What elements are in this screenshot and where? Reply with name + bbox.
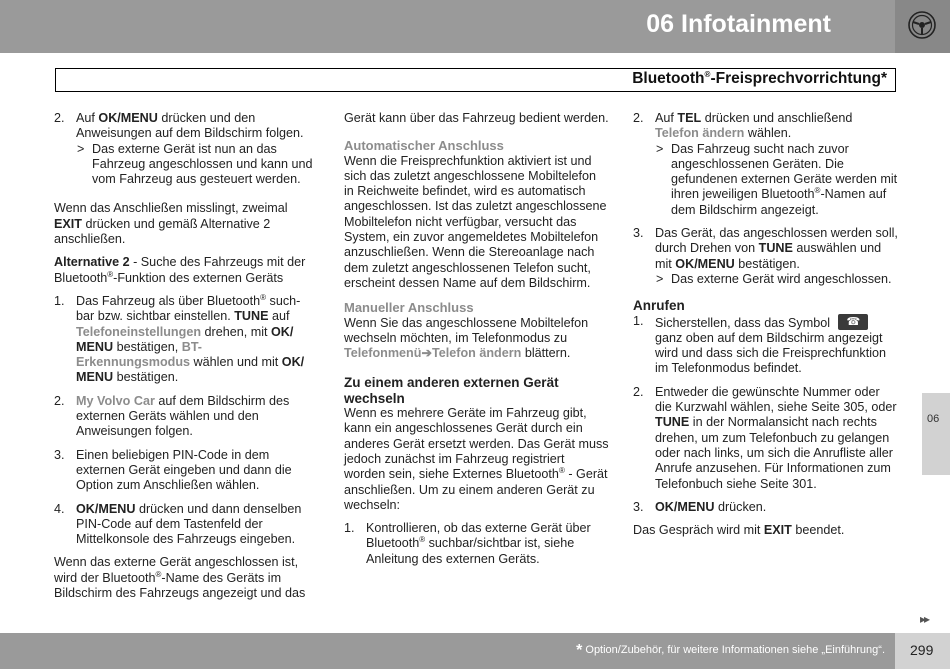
list-item: 1. Das Fahrzeug als über Bluetooth® such- bar bzw. sichtbar einstellen. TUNE auf Telefoneinstellungen drehen, mit OK/ MENU bestätigen, BT-Erkennungsmodus wählen und mit OK/ MENU bestätigen. (54, 292, 305, 385)
subheading: Automatischer Anschluss (344, 138, 504, 154)
list-item: 2. Auf OK/MENU drücken und den Anweisungen auf dem Bildschirm folgen. (54, 111, 304, 141)
page-number: 299 (910, 642, 934, 658)
chapter-header (0, 0, 895, 53)
chapter-icon-box (895, 0, 950, 53)
list-item: 2. Entweder die gewünschte Nummer oder die Kurzwahl wählen, siehe Seite 305, oder TUNE in der Normalansicht nach rechts drehen, um zum Telefonbuch zu gelangen oder nach links, um sich die Anrufliste aller Anrufe anzusehen. Für Informationen zum Telefonbuch siehe Seite 301. (633, 384, 897, 491)
list-item: 2. Auf TEL drücken und anschließend Telefon ändern wählen. (633, 111, 853, 141)
section-header (55, 68, 896, 92)
chapter-side-tab[interactable] (922, 393, 950, 475)
paragraph: Wenn das Anschließen misslingt, zweimal EXIT drücken und gemäß Alternative 2 anschließen. (54, 201, 288, 247)
footer (0, 633, 895, 669)
page-number-box (895, 633, 950, 669)
list-subitem: > Das Fahrzeug sucht nach zuvor angeschlossenen Geräten. Die gefundenen externen Geräte werden mit ihren jeweiligen Bluetooth®-Namen auf dem Bildschirm angezeigt. (656, 141, 898, 217)
paragraph: Das Gespräch wird mit EXIT beendet. (633, 523, 845, 538)
phone-handset-icon (838, 314, 868, 330)
chapter-title: 06 Infotainment (646, 10, 831, 38)
footnote: * Option/Zubehör, für weitere Informationen siehe „Einführung“. (576, 642, 885, 659)
subheading: Zu einem anderen externen Gerät wechseln (344, 375, 559, 406)
paragraph: Gerät kann über das Fahrzeug bedient werden. (344, 111, 609, 125)
paragraph: Wenn die Freisprechfunktion aktiviert ist und sich das zuletzt angeschlossene Mobiltelefon in Reichweite befindet, wird es automatisch angeschlossen. Ist das zuletzt angeschlossene Mobiltelefon nicht verfügbar, versucht das System, ein zuvor angemeldetes Mobiltelefon anzuschließen. Wenn die Stereoanlage nach dem zuletzt angeschlossenen Telefon sucht, erscheint dessen Name auf dem Bildschirm. (344, 153, 607, 290)
next-page-arrows-icon: ▸▸ (920, 612, 929, 626)
list-item: 2. My Volvo Car auf dem Bildschirm des externen Geräts wählen und den Anweisungen folgen. (54, 393, 290, 439)
section-title: Bluetooth®-Freisprechvorrichtung* (632, 69, 887, 87)
column-2 (344, 111, 609, 567)
list-subitem: > Das externe Gerät ist nun an das Fahrzeug angeschlossen und kann und vom Fahrzeug aus gesteuert werden. (77, 141, 313, 187)
paragraph: Alternative 2 - Suche des Fahrzeugs mit der Bluetooth®-Funktion des externen Geräts (54, 255, 306, 285)
list-item: 1. Sicherstellen, dass das Symbol ☎ ganz oben auf dem Bildschirm angezeigt wird und dass sich die Freisprechfunktion im Telefonmodus befindet. (633, 314, 898, 377)
column-1 (54, 111, 316, 601)
list-subitem: > Das externe Gerät wird angeschlossen. (656, 271, 892, 286)
paragraph: Wenn Sie das angeschlossene Mobiltelefon wechseln möchten, im Telefonmodus zu Telefonmenü➔Telefon ändern blättern. (344, 315, 589, 361)
list-item: 3. Das Gerät, das angeschlossen werden soll, durch Drehen von TUNE auswählen und mit OK/MENU bestätigen. (633, 226, 898, 271)
subheading: Anrufen (633, 298, 685, 314)
list-item: 1. Kontrollieren, ob das externe Gerät über Bluetooth® suchbar/sichtbar ist, siehe Anleitung des externen Geräts. (344, 521, 591, 566)
list-item: 3. Einen beliebigen PIN-Code in dem externen Gerät eingeben und dann die Option zum Anschließen wählen. (54, 447, 292, 493)
list-item: 4. OK/MENU drücken und dann denselben PIN-Code auf dem Tastenfeld der Mittelkonsole des Fahrzeugs eingeben. (54, 501, 302, 547)
side-tab-label: 06 (927, 413, 940, 425)
list-item: 3. OK/MENU drücken. (633, 499, 767, 514)
steering-wheel-icon (907, 10, 937, 40)
paragraph: Wenn das externe Gerät angeschlossen ist, wird der Bluetooth®-Name des Geräts im Bildschirm des Fahrzeugs angezeigt und das (54, 555, 306, 601)
paragraph: Wenn es mehrere Geräte im Fahrzeug gibt, kann ein angeschlossenes Gerät durch ein anderes Gerät ersetzt werden. Das Gerät muss jedoch zunächst im Fahrzeug registriert worden sein, siehe Externes Bluetooth® - Gerät anschließen. Um zu einem anderen Gerät zu wechseln: (344, 406, 609, 512)
subheading: Manueller Anschluss (344, 300, 474, 316)
column-3 (633, 111, 898, 538)
